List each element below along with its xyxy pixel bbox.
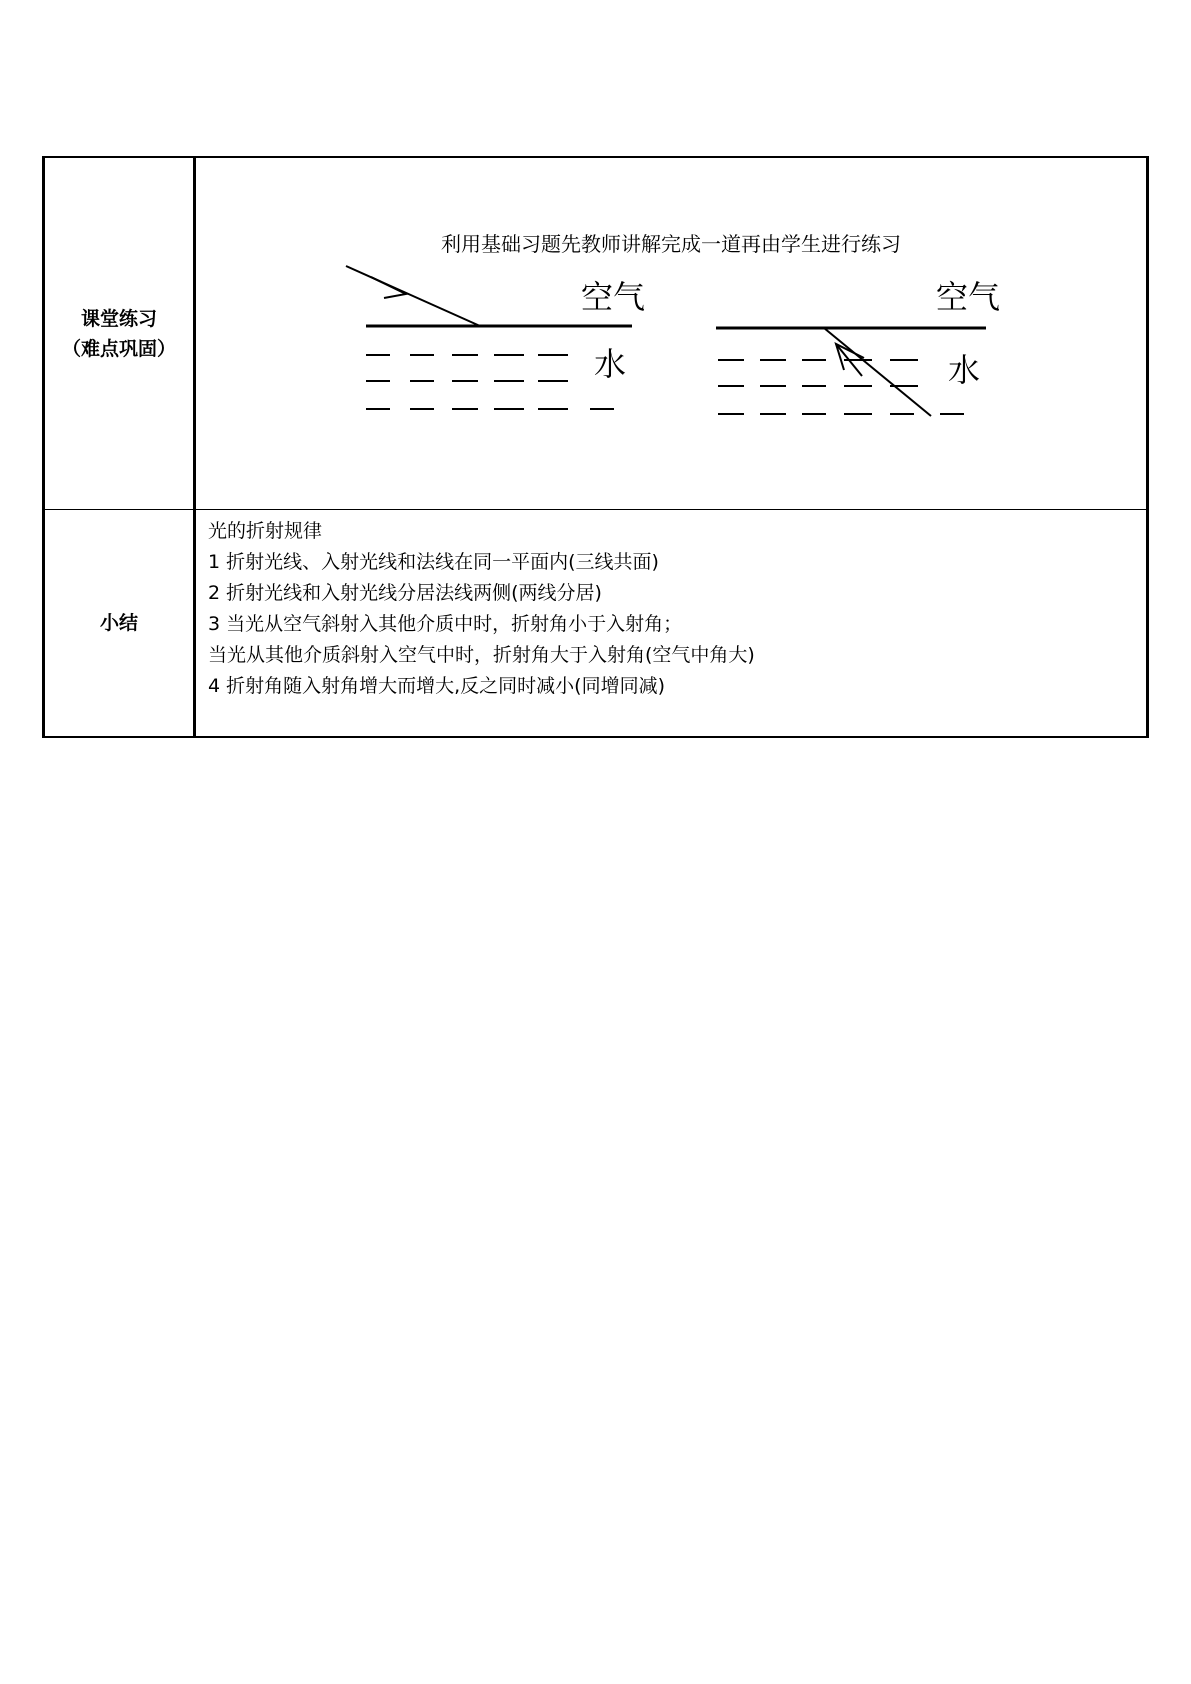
left-arrow-icon	[371, 277, 406, 298]
lesson-table	[42, 156, 1149, 738]
left-air-label: 空气	[581, 278, 646, 316]
diagram-left	[346, 266, 645, 409]
practice-caption: 利用基础习题先教师讲解完成一道再由学生进行练习	[441, 232, 901, 256]
summary-line: 当光从其他介质斜射入空气中时，折射角大于入射角(空气中角大)	[208, 644, 755, 666]
practice-label: 课堂练习	[80, 307, 157, 330]
summary-label-cell	[44, 510, 195, 738]
diagram-right	[716, 278, 1000, 416]
summary-line: 4 折射角随入射角增大而增大,反之同时减小(同增同减)	[208, 675, 665, 697]
left-incident-ray	[346, 266, 480, 326]
right-ray-line	[824, 328, 931, 416]
summary-line: 1 折射光线、入射光线和法线在同一平面内(三线共面)	[208, 551, 659, 573]
right-water-label: 水	[948, 351, 981, 389]
summary-heading: 光的折射规律	[208, 520, 323, 542]
practice-row	[44, 157, 1148, 510]
summary-content-cell	[195, 510, 1148, 738]
left-water-dashes	[366, 355, 614, 409]
left-water-label: 水	[594, 345, 627, 383]
summary-label: 小结	[99, 612, 138, 634]
practice-sublabel: （难点巩固）	[61, 337, 176, 360]
summary-line: 3 当光从空气斜射入其他介质中时，折射角小于入射角；	[208, 613, 683, 635]
practice-label-cell	[44, 157, 195, 510]
right-water-dashes	[718, 360, 964, 414]
refraction-diagrams	[196, 158, 1146, 507]
summary-line: 2 折射光线和入射光线分居法线两侧(两线分居)	[208, 582, 602, 604]
right-air-label: 空气	[936, 278, 1001, 316]
summary-row	[44, 510, 1148, 738]
practice-content-cell	[195, 157, 1148, 510]
